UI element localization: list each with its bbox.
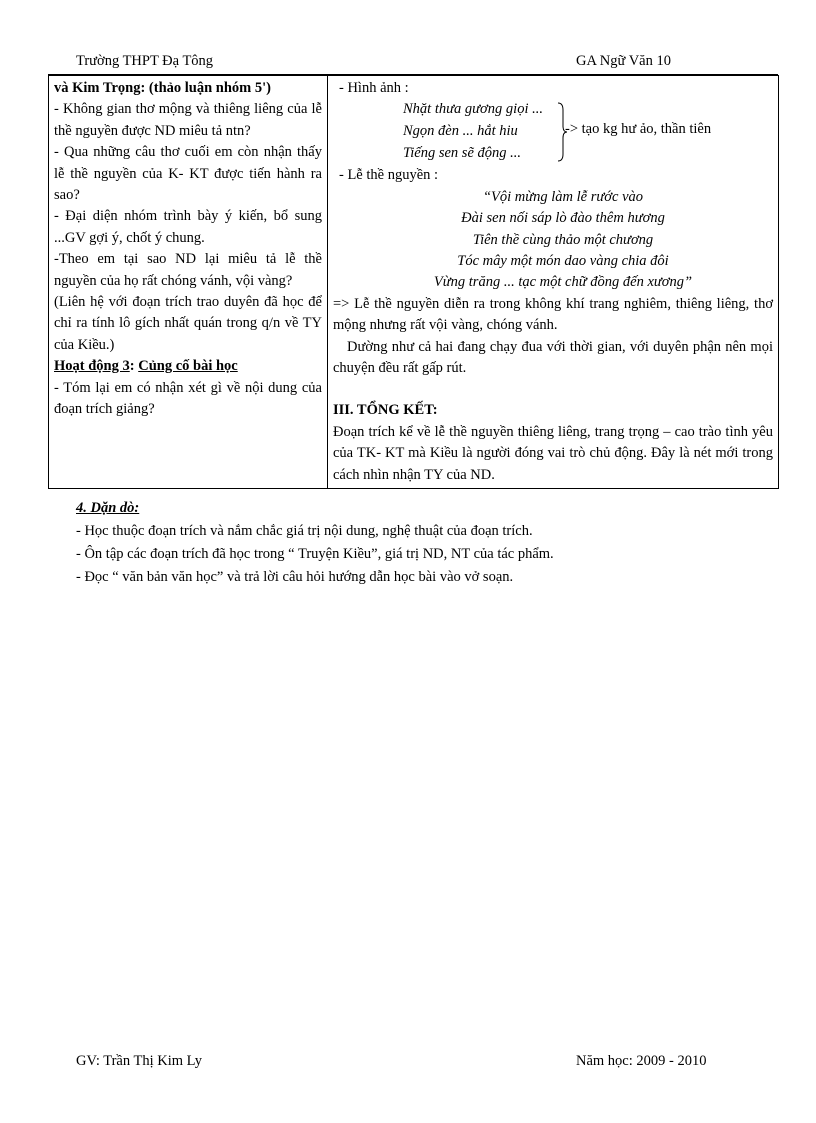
activity-label: Hoạt động 3 <box>54 358 130 375</box>
summary-text: Đoạn trích kể về lễ thề nguyền thiêng liêng, trang trọng – cao trào tình yêu của TK- KT mà Kiều là người đóng vai trò chủ động. Đây là nét mới trong cách nhìn nhận TY của ND. <box>333 423 773 483</box>
poem-line: Đài sen nối sáp lò đào thêm hương <box>461 210 665 227</box>
footer-teacher: GV: Trần Thị Kim Ly <box>76 1053 202 1069</box>
footer-year: Năm học: 2009 - 2010 <box>576 1053 707 1069</box>
poem-line: Tiên thề cùng thảo một chương <box>472 231 654 248</box>
homework-number: 4. <box>76 500 91 516</box>
question-2: - Qua những câu thơ cuối em còn nhận thấy lễ thề nguyền của K- KT được tiến hành ra sao? <box>54 144 322 204</box>
poem-line: Nhặt thưa gương giọi ... <box>403 101 543 118</box>
question-5: (Liên hệ với đoạn trích trao duyên đã học để chỉ ra tính lô gích nhất quán trong q/n về TY của Kiều.) <box>54 294 322 353</box>
question-3: - Đại diện nhóm trình bày ý kiến, bổ sung ...GV gợi ý, chốt ý chung. <box>54 208 322 246</box>
poem-line: “Vội mừng làm lễ rước vào <box>482 188 644 205</box>
question-1: - Không gian thơ mộng và thiêng liêng của lễ thề nguyền được ND miêu tả ntn? <box>54 101 322 139</box>
images-label: - Hình ảnh : <box>339 80 409 96</box>
question-6: - Tóm lại em có nhận xét gì về nội dung của đoạn trích giảng? <box>54 379 322 418</box>
question-4: -Theo em tại sao ND lại miêu tả lễ thề nguyền của họ rất chóng vánh, vội vàng? <box>54 251 322 289</box>
homework-title <box>76 497 554 520</box>
teacher-activity-column <box>49 76 328 489</box>
summary-title: III. TỔNG KẾT: <box>333 402 438 419</box>
poem-line: Vừng trăng ... tạc một chữ đồng đến xương” <box>433 274 693 291</box>
header-school: Trường THPT Đạ Tông <box>76 53 214 69</box>
homework-item: - Học thuộc đoạn trích và nắm chắc giá trị nội dung, nghệ thuật của đoạn trích. <box>76 523 533 539</box>
poem-line: Tiếng sen sẽ động ... <box>403 145 522 162</box>
conclusion-2: Dường như cả hai đang chạy đua với thời gian, với duyên phận nên mọi chuyện đều rất gấp rút. <box>333 338 773 377</box>
activity-sep: : <box>129 358 139 375</box>
arrow-note: -> tạo kg hư ảo, thần tiên <box>565 121 712 138</box>
homework-item: - Đọc “ văn bản văn học” và trả lời câu hỏi hướng dẫn học bài vào vở soạn. <box>76 569 514 585</box>
poem-images <box>333 99 773 165</box>
lesson-table <box>48 75 779 489</box>
left-heading: và Kim Trọng: (thảo luận nhóm 5') <box>54 80 271 96</box>
poem-line: Ngọn đèn ... hắt hiu <box>403 123 518 140</box>
homework-section <box>76 497 554 589</box>
spacer <box>333 379 773 400</box>
header-subject: GA Ngữ Văn 10 <box>576 53 671 69</box>
content-column <box>328 76 779 489</box>
vow-label: - Lễ thề nguyền : <box>339 167 439 184</box>
homework-title-text: Dặn dò: <box>90 500 140 516</box>
homework-item: - Ôn tập các đoạn trích đã học trong “ Truyện Kiều”, giá trị ND, NT của tác phẩm. <box>76 546 554 562</box>
poem-line: Tóc mây một món dao vàng chia đôi <box>457 253 669 270</box>
activity-heading <box>54 356 322 377</box>
activity-title: Củng cố bài học <box>138 358 238 375</box>
conclusion-1: => Lễ thề nguyền diễn ra trong không khí trang nghiêm, thiêng liêng, thơ mộng nhưng rất vội vàng, chóng vánh. <box>333 295 773 334</box>
